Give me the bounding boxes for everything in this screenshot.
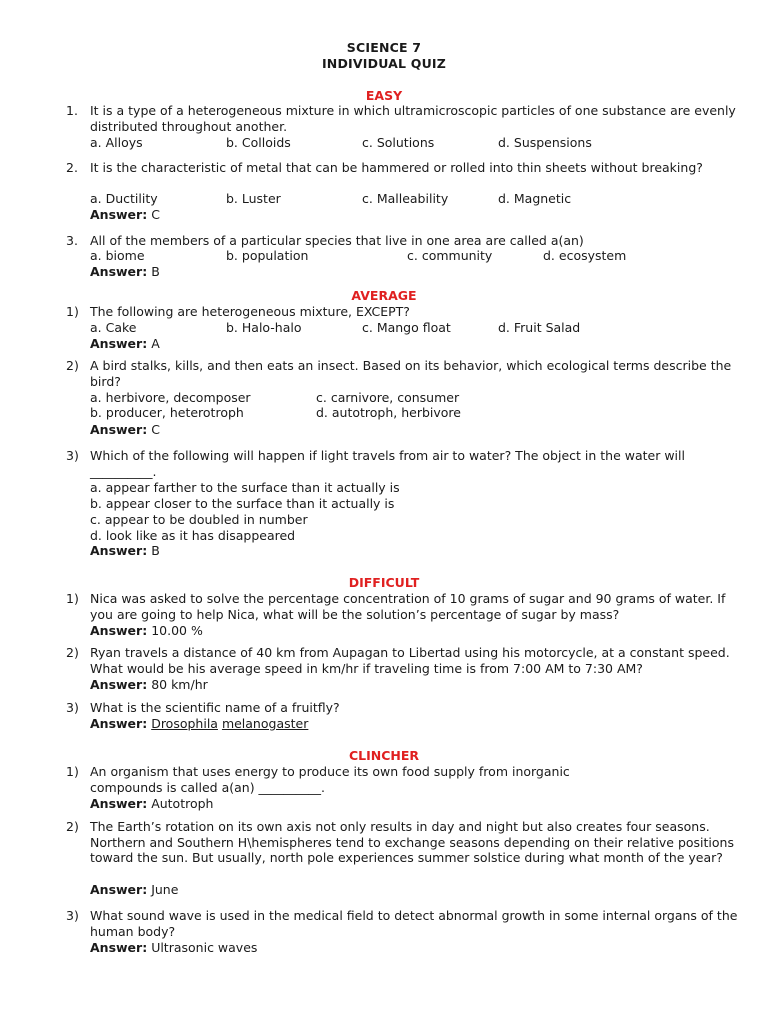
answer-value: Autotroph [151,796,214,811]
question-average-3 [66,448,746,479]
answer-average-3 [90,543,160,559]
option-d: d. look like as it has disappeared [90,528,296,543]
question-text: An organism that uses energy to produce its own food supply from inorganic compounds is called a(an) __________. [90,764,570,795]
answer-label: Answer: [90,422,148,437]
option-b: b. producer, heterotroph [90,405,244,420]
answer-difficult-2 [90,677,208,693]
option-d: d. Suspensions [498,135,592,150]
answer-species: melanogaster [221,716,309,731]
question-number: 1) [66,304,79,319]
answer-value: C [151,422,160,437]
question-text: Ryan travels a distance of 40 km from Aupagan to Libertad using his motorcycle, at a constant speed. What would be his average speed in km/hr if traveling time is from 7:00 AM to 7:30 AM? [90,645,730,676]
option-a: a. appear farther to the surface than it actually is [90,480,400,495]
answer-value: A [151,336,160,351]
option-c: c. Solutions [362,135,435,150]
option-a: a. Ductility [90,191,158,206]
question-difficult-2 [66,645,746,676]
answer-label: Answer: [90,207,148,222]
section-clincher-heading: CLINCHER [348,748,420,763]
answer-average-2 [90,422,160,438]
question-text: It is the characteristic of metal that can be hammered or rolled into thin sheets without breaking? [90,160,703,175]
answer-difficult-1 [90,623,203,639]
answer-label: Answer: [90,623,148,638]
question-text: Which of the following will happen if light travels from air to water? The object in the water will __________. [90,448,685,479]
option-d: d. Magnetic [498,191,572,206]
question-text: The following are heterogeneous mixture, EXCEPT? [90,304,410,319]
question-text: All of the members of a particular species that live in one area are called a(an) [90,233,584,248]
option-a: a. Cake [90,320,137,335]
option-a: a. Alloys [90,135,143,150]
answer-value: Ultrasonic waves [151,940,258,955]
option-c: c. Mango float [362,320,451,335]
document-title: SCIENCE 7 [346,40,422,55]
answer-value: 10.00 % [151,623,203,638]
answer-value: 80 km/hr [151,677,208,692]
question-difficult-1 [66,591,746,622]
answer-label: Answer: [90,264,148,279]
answer-label: Answer: [90,716,148,731]
answer-value: B [151,264,160,279]
section-difficult-heading: DIFFICULT [348,575,420,590]
answer-clincher-1 [90,796,213,812]
answer-easy-3 [90,264,160,280]
question-number: 3) [66,908,79,923]
option-c: c. community [407,248,493,263]
question-number: 2) [66,358,79,373]
question-text: Nica was asked to solve the percentage concentration of 10 grams of sugar and 90 grams of water. If you are going to help Nica, what will be the solution’s percentage of sugar by mass? [90,591,726,622]
question-number: 1) [66,764,79,779]
answer-clincher-2 [90,882,178,898]
answer-label: Answer: [90,336,148,351]
answer-label: Answer: [90,796,148,811]
question-text: The Earth’s rotation on its own axis not only results in day and night but also creates four seasons. Northern and Southern H\hemispheres tend to exchange seasons depending on their relative positions toward the sun. But usually, north pole experiences summer solstice during what month of the year? [90,819,734,865]
question-difficult-3 [66,700,746,716]
answer-average-1 [90,336,160,352]
answer-label: Answer: [90,543,148,558]
option-d: d. Fruit Salad [498,320,581,335]
answer-label: Answer: [90,677,148,692]
question-easy-1 [66,103,746,134]
question-number: 2) [66,819,79,834]
option-b: b. population [226,248,309,263]
question-number: 3. [66,233,78,248]
option-c: c. appear to be doubled in number [90,512,308,527]
question-easy-2 [66,160,746,176]
option-b: b. Colloids [226,135,291,150]
question-number: 3) [66,700,79,715]
answer-clincher-3 [90,940,257,956]
answer-genus: Drosophila [151,716,218,731]
option-b: b. appear closer to the surface than it actually is [90,496,395,511]
option-d: d. ecosystem [543,248,627,263]
answer-label: Answer: [90,882,148,897]
option-d: d. autotroph, herbivore [316,405,461,420]
answer-label: Answer: [90,940,148,955]
answer-value: C [151,207,160,222]
option-b: b. Halo-halo [226,320,302,335]
answer-value: B [151,543,160,558]
question-text: What is the scientific name of a fruitfly? [90,700,340,715]
question-number: 1. [66,103,78,118]
question-number: 3) [66,448,79,463]
question-text: What sound wave is used in the medical field to detect abnormal growth in some internal organs of the human body? [90,908,738,939]
question-number: 1) [66,591,79,606]
option-c: c. Malleability [362,191,449,206]
answer-easy-2 [90,207,160,223]
answer-value: June [151,882,179,897]
option-a: a. biome [90,248,145,263]
answer-difficult-3 [90,716,308,732]
question-number: 2. [66,160,78,175]
option-c: c. carnivore, consumer [316,390,460,405]
question-text: A bird stalks, kills, and then eats an insect. Based on its behavior, which ecological terms describe the bird? [90,358,732,389]
option-b: b. Luster [226,191,281,206]
section-average-heading: AVERAGE [351,288,417,303]
section-easy-heading: EASY [365,88,403,103]
question-clincher-3 [66,908,746,939]
question-clincher-2 [66,819,746,866]
question-number: 2) [66,645,79,660]
option-a: a. herbivore, decomposer [90,390,251,405]
question-average-2 [66,358,746,389]
question-easy-3 [66,233,746,249]
question-text: It is a type of a heterogeneous mixture in which ultramicroscopic particles of one substance are evenly distributed throughout another. [90,103,736,134]
question-clincher-1 [66,764,746,795]
document-subtitle: INDIVIDUAL QUIZ [321,56,447,71]
question-average-1 [66,304,746,320]
